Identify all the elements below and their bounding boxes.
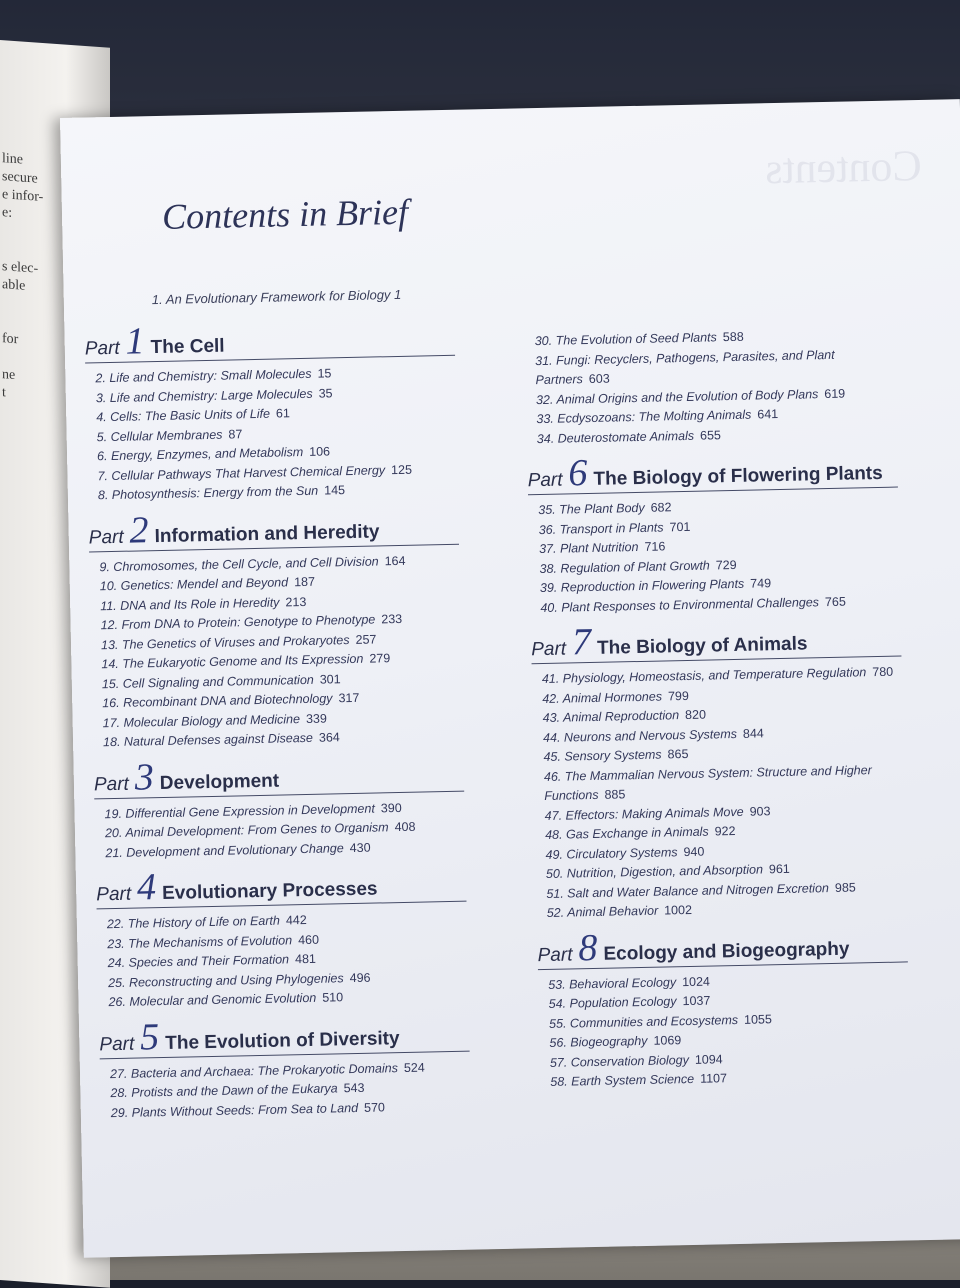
part-heading [84,320,455,364]
part-label: Part [537,943,573,966]
chapter-number: 44. [542,730,561,745]
chapter-page: 570 [363,1099,386,1115]
left-page-text-fragment: able [2,277,26,294]
chapter-title: Differential Gene Expression in Development [125,801,375,821]
part-heading [537,926,908,970]
left-page-text-fragment: secure [2,169,38,187]
chapter-number: 49. [545,847,564,862]
chapter-number: 29. [110,1105,129,1120]
chapter-page: 106 [309,444,331,459]
chapter-number: 35. [538,502,556,518]
chapter-page: 460 [297,932,320,947]
chapter-title: Salt and Water Balance and Nitrogen Excretion [567,880,830,901]
part-number: 1 [125,320,145,363]
chapter-number: 54. [548,996,567,1011]
chapter-title: Development and Evolutionary Change [126,840,344,860]
chapter-title: Plant Nutrition [559,539,639,556]
part-label: Part [99,1033,135,1055]
chapter-title: The History of Life on Earth [127,913,281,931]
chapter-number: 39. [539,580,558,596]
chapter-number: 18. [102,734,121,750]
chapter-page: 145 [324,483,346,498]
chapter-page: 213 [285,594,307,609]
chapter-number: 9. [99,559,110,574]
chapter-page: 390 [380,800,402,815]
chapter-title: Effectors: Making Animals Move [565,804,744,823]
chapter-title: Gas Exchange in Animals [565,824,709,842]
part-section [531,621,907,924]
chapter-page: 765 [824,594,846,609]
part-heading [531,621,902,665]
chapter-title: Photosynthesis: Energy from the Sun [111,483,319,502]
chapter-number: 8. [97,488,109,503]
part-section [99,1015,471,1123]
chapter-page: 985 [834,880,856,895]
chapter-number: 53. [548,977,566,992]
chapter-title: Reconstructing and Using Phylogenies [128,970,344,990]
chapter-page: 844 [742,725,764,741]
chapter-number: 17. [102,715,121,730]
chapter-page: 35 [318,385,333,401]
chapter-page: 364 [318,730,340,745]
chapter-page: 588 [722,329,744,345]
chapter-number: 38. [539,561,558,576]
chapter-title: Behavioral Ecology [568,974,677,992]
chapter-number: 5. [96,429,108,444]
chapter-number: 26. [108,994,127,1010]
chapter-number: 23. [107,936,125,951]
part-title: Evolutionary Processes [161,878,378,905]
chapter-page: 187 [293,574,316,590]
chapter-title: The Eukaryotic Genome and Its Expression [122,651,364,671]
chapter-title: Nutrition, Digestion, and Absorption [566,862,764,881]
chapter-number: 24. [107,955,126,971]
chapter-number: 16. [102,695,120,711]
chapter-number: 4. [96,410,107,425]
left-page-text-fragment: t [2,385,6,401]
chapter-title: Cells: The Basic Units of Life [110,406,271,425]
chapter-title: Animal Development: From Genes to Organism [125,820,389,840]
chapter-page: 125 [390,462,413,477]
chapter-number: 36. [538,522,557,537]
chapter-title: Cellular Membranes [110,427,223,444]
chapter-number: 11. [100,598,117,613]
chapter-title: Fungi: Recyclers, Pathogens, Parasites, and Plant Partners [535,347,835,388]
chapter-number: 42. [542,691,560,706]
chapter-number: 55. [548,1016,567,1031]
part-label: Part [527,469,563,492]
part-number: 2 [129,508,149,552]
chapter-title: Circulatory Systems [566,844,678,862]
chapter-number: 25. [107,975,126,990]
part-title: Information and Heredity [154,520,380,547]
part-heading [99,1015,470,1059]
chapter-title: Conservation Biology [570,1052,690,1070]
left-page-text-fragment: e: [2,205,13,221]
chapter-page: 701 [669,519,691,534]
chapter-title: Reproduction in Flowering Plants [560,576,745,595]
chapter-number: 28. [110,1085,128,1101]
chapter-number: 1. [151,291,163,308]
part-number: 7 [571,621,592,664]
left-page-text-fragment: ne [2,367,16,384]
part-title: The Cell [150,335,225,359]
chapter-number: 48. [544,827,563,842]
chapter-title: Molecular Biology and Medicine [123,711,301,730]
chapter-title: Animal Reproduction [562,708,680,725]
chapter-title: Recombinant DNA and Biotechnology [122,691,333,710]
part-number: 6 [567,452,588,495]
chapter-number: 20. [104,825,123,841]
chapter-number: 40. [540,600,558,615]
chapter-number: 15. [101,676,120,691]
chapter-number: 13. [100,637,119,652]
book-page [60,99,960,1258]
chapter-number: 3. [95,390,107,405]
chapter-page: 279 [369,651,391,666]
chapter-title: The Plant Body [559,500,645,517]
chapter-number: 41. [541,671,560,687]
chapter-number: 6. [96,449,108,464]
chapter-number: 32. [535,392,554,407]
part-heading [527,452,898,496]
chapter-page: 749 [750,576,772,591]
part-section [537,926,910,1093]
part-title: Ecology and Biogeography [603,938,850,965]
chapter-title: Neurons and Nervous Systems [563,726,738,745]
chapter-page: 641 [757,407,779,422]
chapter-page: 164 [384,553,406,568]
bleed-through-heading: Contents [764,140,922,194]
chapter-number: 27. [109,1066,128,1081]
chapter-page: 885 [604,787,626,802]
chapter-page: 301 [319,671,341,687]
chapter-number: 31. [535,353,553,368]
chapter-title: Sensory Systems [564,747,662,764]
chapter-title: Animal Behavior [567,903,659,920]
chapter-number: 2. [95,371,107,386]
part-number: 5 [139,1015,160,1059]
chapter-number: 21. [105,845,123,860]
chapter-title: Natural Defenses against Disease [123,730,314,749]
left-page-text-fragment: e infor- [2,187,44,206]
chapter-title: An Evolutionary Framework for Biology [165,287,391,307]
chapter-page: 1002 [664,902,693,918]
chapter-page: 1055 [743,1011,772,1027]
part-title: Development [159,770,280,794]
part-heading [88,508,459,552]
chapter-number: 57. [549,1055,568,1070]
chapter-number: 52. [546,905,565,920]
chapter-title: Plant Responses to Environmental Challenges [561,594,820,615]
part-label: Part [531,638,567,661]
chapter-page: 922 [714,824,736,839]
chapter-title: Energy, Enzymes, and Metabolism [110,444,304,464]
right-column [524,319,910,1093]
chapter-title: Physiology, Homeostasis, and Temperature Regulation [562,665,867,686]
chapter-number: 45. [543,749,562,765]
part-section [94,755,466,863]
chapter-list [528,494,900,619]
chapter-page: 682 [650,500,672,515]
chapter-title: Earth System Science [571,1071,695,1089]
chapter-page: 339 [305,711,327,726]
chapter-title: Cellular Pathways That Harvest Chemical Energy [111,462,386,483]
chapter-page: 496 [349,970,371,985]
chapter-page: 940 [683,844,705,859]
chapter-number: 19. [104,806,123,821]
chapter-page: 655 [699,427,722,443]
chapter-title: Species and Their Formation [128,952,290,970]
chapter-number: 12. [100,617,119,633]
chapter-page: 1107 [699,1071,728,1086]
chapter-list [89,550,463,753]
chapter-title: Ecdysozoans: The Molting Animals [557,407,752,426]
chapter-1-entry [152,287,402,307]
chapter-number: 33. [536,411,554,427]
chapter-title: Protists and the Dawn of the Eukarya [131,1081,338,1100]
chapter-page: 524 [403,1060,425,1075]
left-page-text-fragment: s elec- [2,259,39,277]
chapter-list [85,362,458,506]
chapter-page: 1094 [694,1051,723,1067]
chapter-title: Animal Hormones [562,689,663,706]
chapter-number: 47. [544,808,563,823]
chapter-title: The Mechanisms of Evolution [128,932,293,951]
chapter-number: 34. [536,431,555,446]
chapter-page: 780 [872,664,894,680]
chapter-list [532,662,907,923]
chapter-page: 233 [381,611,403,627]
chapter-page: 799 [667,688,689,703]
chapter-list [525,325,897,450]
chapter-list [94,797,465,863]
chapter-page: 865 [667,746,689,762]
chapter-title: Life and Chemistry: Small Molecules [109,366,312,386]
chapter-number: 22. [106,916,125,932]
part-label: Part [96,883,132,906]
chapter-page: 1037 [682,993,711,1009]
chapter-page: 729 [715,557,737,572]
part-label: Part [84,337,120,360]
chapter-number: 10. [99,578,118,594]
chapter-title: DNA and Its Role in Heredity [120,595,280,613]
chapter-page: 1024 [681,974,711,989]
chapter-title: From DNA to Protein: Genotype to Phenotype [121,612,376,632]
chapter-page: 1 [393,286,402,303]
chapter-title: Molecular and Genomic Evolution [129,990,317,1009]
part-section [527,452,900,619]
chapter-number: 37. [538,541,557,557]
chapter-page: 619 [824,386,846,401]
chapter-page: 543 [343,1080,365,1096]
part-heading [96,866,467,910]
part-section [96,866,469,1013]
chapter-title: Deuterostomate Animals [557,428,695,446]
part-number: 8 [577,926,598,969]
chapter-page: 961 [768,861,790,877]
chapter-list [97,908,469,1013]
chapter-list [100,1057,471,1123]
chapter-page: 820 [684,707,707,723]
part-number: 4 [136,866,157,909]
part-title: The Biology of Animals [596,633,808,659]
left-page-text-fragment: for [2,331,19,348]
part-title: The Biology of Flowering Plants [593,462,883,490]
chapter-number: 7. [97,468,109,483]
left-column [84,310,471,1124]
chapter-list [538,968,910,1093]
chapter-number: 51. [546,886,564,901]
chapter-title: Genetics: Mendel and Beyond [120,575,289,593]
part-section [84,320,458,506]
chapter-title: Bacteria and Archaea: The Prokaryotic Domains [130,1060,399,1081]
chapter-title: Biogeography [570,1033,648,1050]
chapter-page: 87 [228,426,243,442]
chapter-title: Cell Signaling and Communication [122,672,314,691]
chapter-title: Transport in Plants [559,519,664,537]
chapter-page: 442 [285,913,307,928]
chapter-title: The Genetics of Viruses and Prokaryotes [121,632,350,652]
chapter-title: The Evolution of Seed Plants [555,330,717,348]
chapter-number: 43. [542,710,561,726]
part-label: Part [93,773,130,795]
page-title: Contents in Brief [161,191,409,237]
chapter-number: 58. [550,1074,568,1089]
part-number: 3 [134,755,155,799]
chapter-page: 15 [317,366,332,381]
part-section [88,508,463,753]
chapter-number: 46. [543,769,562,784]
chapter-page: 510 [322,990,344,1005]
chapter-title: Animal Origins and the Evolution of Body Plans [556,386,819,407]
chapter-title: Plants Without Seeds: From Sea to Land [131,1100,359,1120]
chapter-page: 603 [588,371,610,386]
part-title: The Evolution of Diversity [165,1027,400,1054]
part-label: Part [88,526,124,548]
chapter-title: Chromosomes, the Cell Cycle, and Cell Division [113,553,379,574]
chapter-number: 30. [534,333,553,349]
chapter-page: 903 [749,803,771,819]
chapter-page: 408 [394,819,416,835]
chapter-page: 481 [294,951,317,967]
chapter-page: 317 [338,690,360,706]
chapter-page: 1069 [653,1033,682,1048]
chapter-title: The Mammalian Nervous System: Structure and Higher Functions [544,762,872,804]
chapter-title: Life and Chemistry: Large Molecules [109,386,313,405]
chapter-number: 50. [545,866,564,881]
part-heading [94,755,465,799]
chapter-number: 56. [549,1035,568,1050]
left-page-text-fragment: line [2,151,23,168]
chapter-title: Population Ecology [569,994,677,1011]
chapter-page: 430 [349,840,371,855]
chapter-title: Regulation of Plant Growth [560,557,710,576]
chapter-number: 14. [101,656,119,672]
chapter-page: 257 [355,631,377,647]
chapter-title: Communities and Ecosystems [569,1012,739,1031]
chapter-page: 61 [275,406,291,421]
chapter-page: 716 [644,539,666,554]
